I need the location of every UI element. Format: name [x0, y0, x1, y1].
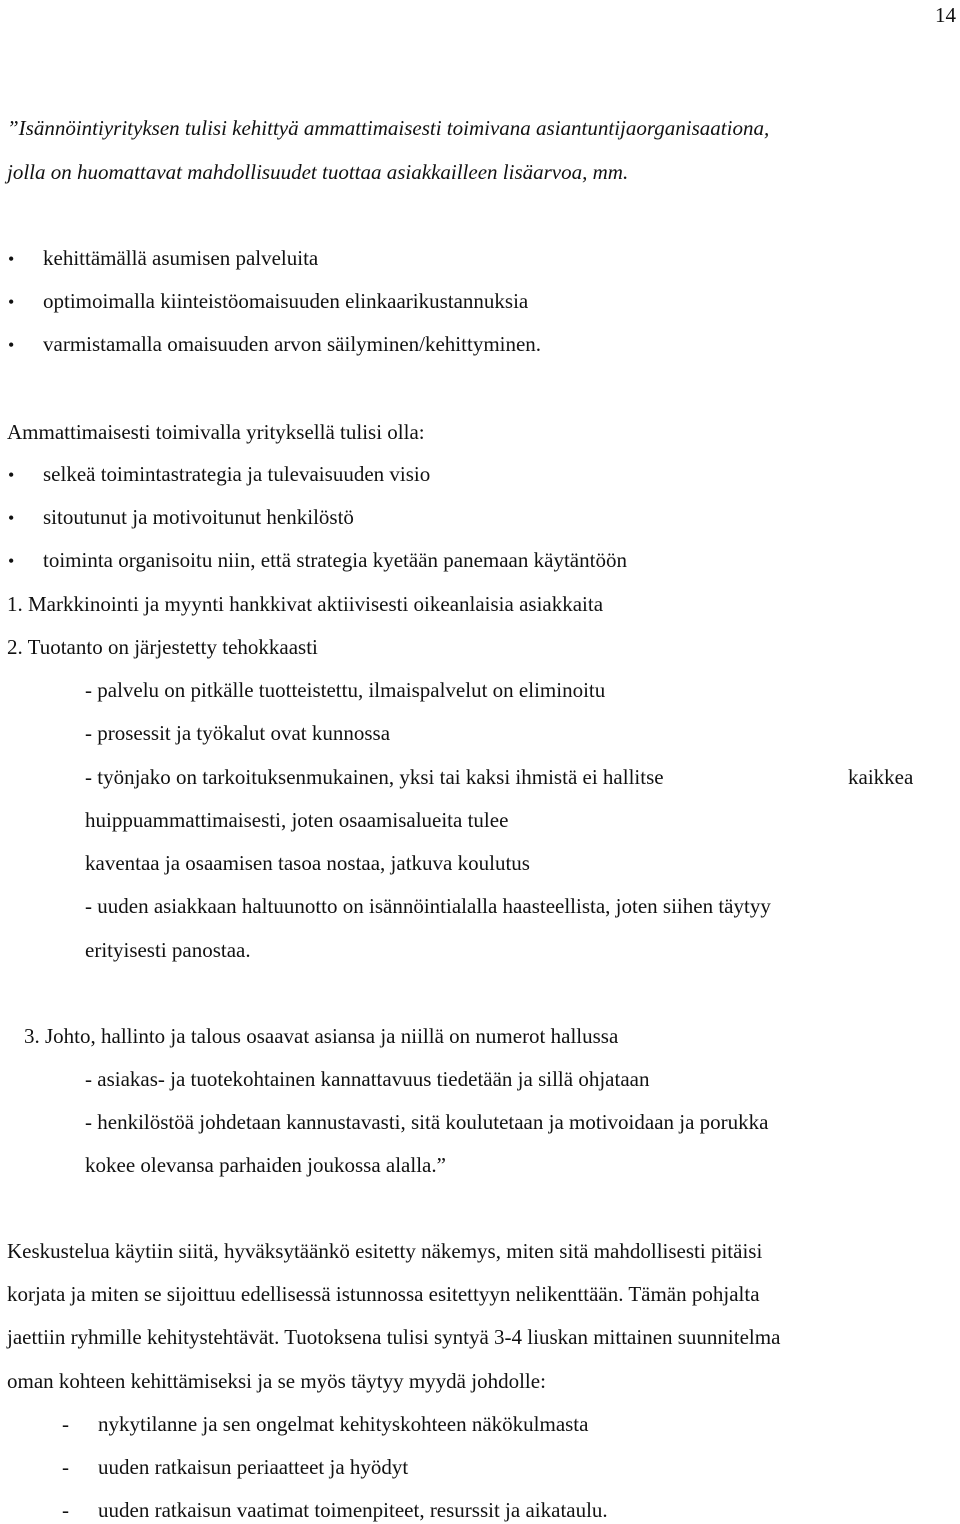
sub-item-continuation: huippuammattimaisesti, joten osaamisalueita tulee	[85, 808, 509, 832]
bullet-icon: •	[8, 335, 15, 355]
bullet-icon: •	[8, 249, 15, 269]
list-item: selkeä toimintastrategia ja tulevaisuuden visio	[43, 462, 431, 486]
sub-item-continuation: kaikkea	[848, 765, 914, 789]
sub-item: - asiakas- ja tuotekohtainen kannattavuus tiedetään ja sillä ohjataan	[85, 1067, 650, 1091]
sub-item: - prosessit ja työkalut ovat kunnossa	[85, 721, 391, 745]
paragraph-line: jaettiin ryhmille kehitystehtävät. Tuotoksena tulisi syntyä 3-4 liuskan mittainen suunnitelma	[7, 1325, 781, 1349]
numbered-item-2: 2. Tuotanto on järjestetty tehokkaasti	[7, 635, 318, 659]
section-intro: Ammattimaisesti toimivalla yrityksellä tulisi olla:	[7, 420, 425, 444]
numbered-item-1: 1. Markkinointi ja myynti hankkivat aktiivisesti oikeanlaisia asiakkaita	[7, 592, 604, 616]
bullet-icon: •	[8, 292, 15, 312]
paragraph-line: Keskustelua käytiin siitä, hyväksytäänkö esitetty näkemys, miten sitä mahdollisesti pitäisi	[7, 1239, 763, 1263]
quote-line-1: ”Isännöintiyrityksen tulisi kehittyä ammattimaisesti toimivana asiantuntijaorganisaationa,	[7, 116, 770, 140]
list-item: varmistamalla omaisuuden arvon säilyminen/kehittyminen.	[43, 332, 542, 356]
bullet-icon: •	[8, 551, 15, 571]
paragraph-line: oman kohteen kehittämiseksi ja se myös täytyy myydä johdolle:	[7, 1369, 546, 1393]
list-item: sitoutunut ja motivoitunut henkilöstö	[43, 505, 354, 529]
sub-item: - palvelu on pitkälle tuotteistettu, ilmaispalvelut on eliminoitu	[85, 678, 606, 702]
list-item: uuden ratkaisun vaatimat toimenpiteet, resurssit ja aikataulu.	[98, 1498, 608, 1522]
page-number: 14	[935, 3, 956, 27]
sub-item-continuation: erityisesti panostaa.	[85, 938, 251, 962]
sub-item-continuation: kaventaa ja osaamisen tasoa nostaa, jatkuva koulutus	[85, 851, 530, 875]
bullet-icon: •	[8, 508, 15, 528]
dash-marker: -	[62, 1412, 69, 1436]
dash-marker: -	[62, 1498, 69, 1522]
paragraph-line: korjata ja miten se sijoittuu edellisessä istunnossa esitettyyn nelikenttään. Tämän pohjalta	[7, 1282, 760, 1306]
sub-item-continuation: kokee olevansa parhaiden joukossa alalla.”	[85, 1153, 446, 1177]
list-item: kehittämällä asumisen palveluita	[43, 246, 319, 270]
numbered-item-3: 3. Johto, hallinto ja talous osaavat asiansa ja niillä on numerot hallussa	[24, 1024, 619, 1048]
sub-item: - uuden asiakkaan haltuunotto on isännöintialalla haasteellista, joten siihen täytyy	[85, 894, 771, 918]
list-item: toiminta organisoitu niin, että strategia kyetään panemaan käytäntöön	[43, 548, 627, 572]
quote-line-2: jolla on huomattavat mahdollisuudet tuottaa asiakkailleen lisäarvoa, mm.	[7, 160, 629, 184]
sub-item: - työnjako on tarkoituksenmukainen, yksi tai kaksi ihmistä ei hallitse	[85, 765, 664, 789]
list-item: uuden ratkaisun periaatteet ja hyödyt	[98, 1455, 409, 1479]
bullet-icon: •	[8, 465, 15, 485]
sub-item: - henkilöstöä johdetaan kannustavasti, sitä koulutetaan ja motivoidaan ja porukka	[85, 1110, 769, 1134]
list-item: optimoimalla kiinteistöomaisuuden elinkaarikustannuksia	[43, 289, 529, 313]
dash-marker: -	[62, 1455, 69, 1479]
list-item: nykytilanne ja sen ongelmat kehityskohteen näkökulmasta	[98, 1412, 589, 1436]
